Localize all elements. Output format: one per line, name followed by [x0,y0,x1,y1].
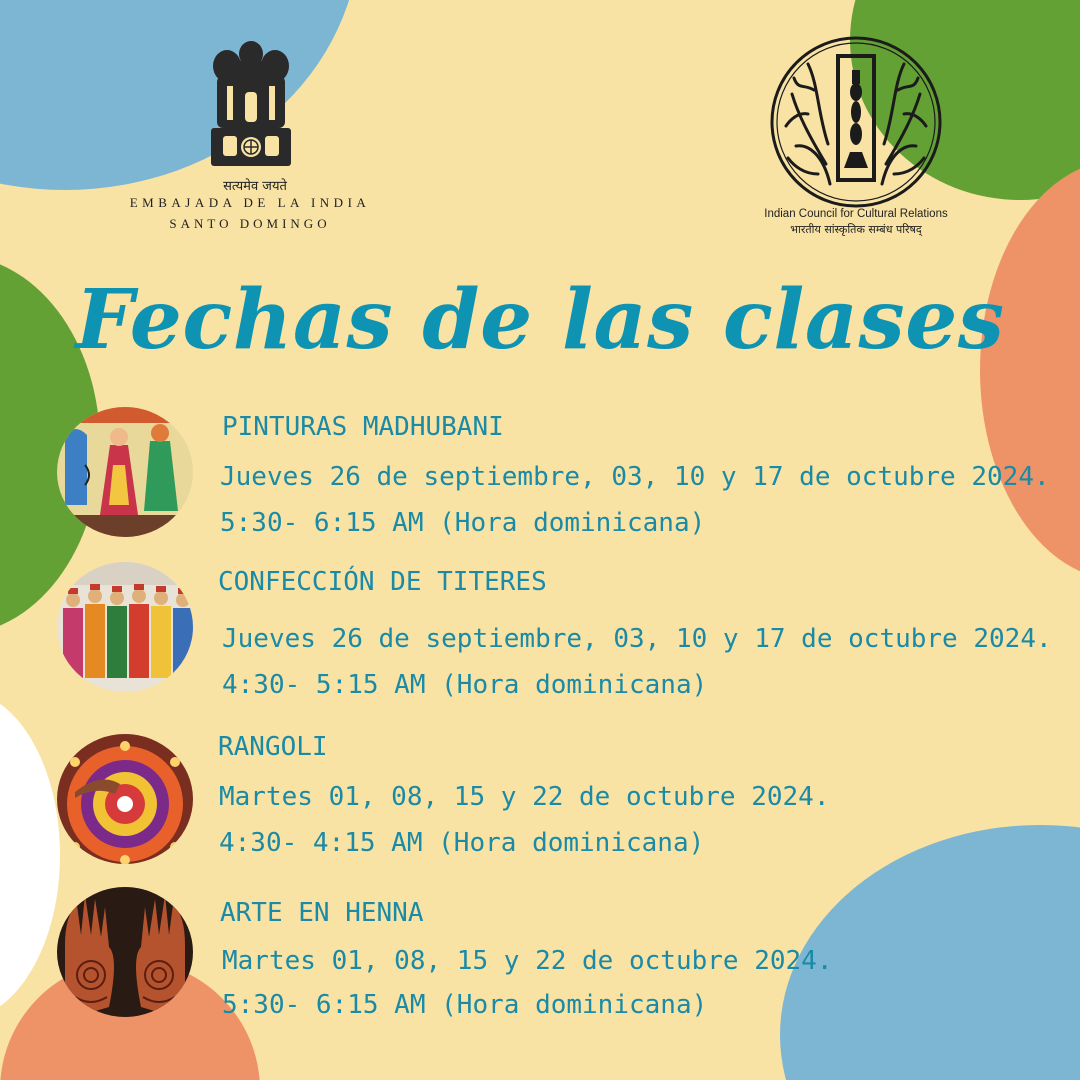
iccr-logo-icon [768,34,944,210]
course-title: CONFECCIÓN DE TITERES [218,567,547,597]
course-dates: Jueves 26 de septiembre, 03, 10 y 17 de octubre 2024. [222,624,1052,654]
course-title: RANGOLI [218,732,328,762]
course-time: 5:30- 6:15 AM (Hora dominicana) [222,990,708,1020]
course-dates: Jueves 26 de septiembre, 03, 10 y 17 de octubre 2024. [220,462,1050,492]
iccr-name-hindi: भारतीय सांस्कृतिक सम्बंध परिषद् [790,223,922,236]
iccr-name-english: Indian Council for Cultural Relations [764,208,948,220]
course-time: 4:30- 4:15 AM (Hora dominicana) [219,828,705,858]
course-title: PINTURAS MADHUBANI [222,412,504,442]
decor-blob-orange [980,160,1080,580]
course-title: ARTE EN HENNA [220,898,424,928]
course-dates: Martes 01, 08, 15 y 22 de octubre 2024. [222,946,833,976]
emblem-motto: सत्यमेव जयते [223,179,287,194]
rangoli-icon [55,732,195,867]
embassy-city: SANTO DOMINGO [169,216,331,231]
embassy-name: EMBAJADA DE LA INDIA [129,195,371,210]
decor-blob-blue [0,0,360,190]
course-dates: Martes 01, 08, 15 y 22 de octubre 2024. [219,782,830,812]
decor-blob-white [0,690,60,1020]
course-time: 5:30- 6:15 AM (Hora dominicana) [220,508,706,538]
henna-hands-icon [55,885,195,1020]
course-time: 4:30- 5:15 AM (Hora dominicana) [222,670,708,700]
page-title: Fechas de las clases [75,272,1005,368]
national-emblem-icon [205,36,297,176]
puppets-icon [55,560,195,695]
madhubani-painting-icon [55,405,195,540]
